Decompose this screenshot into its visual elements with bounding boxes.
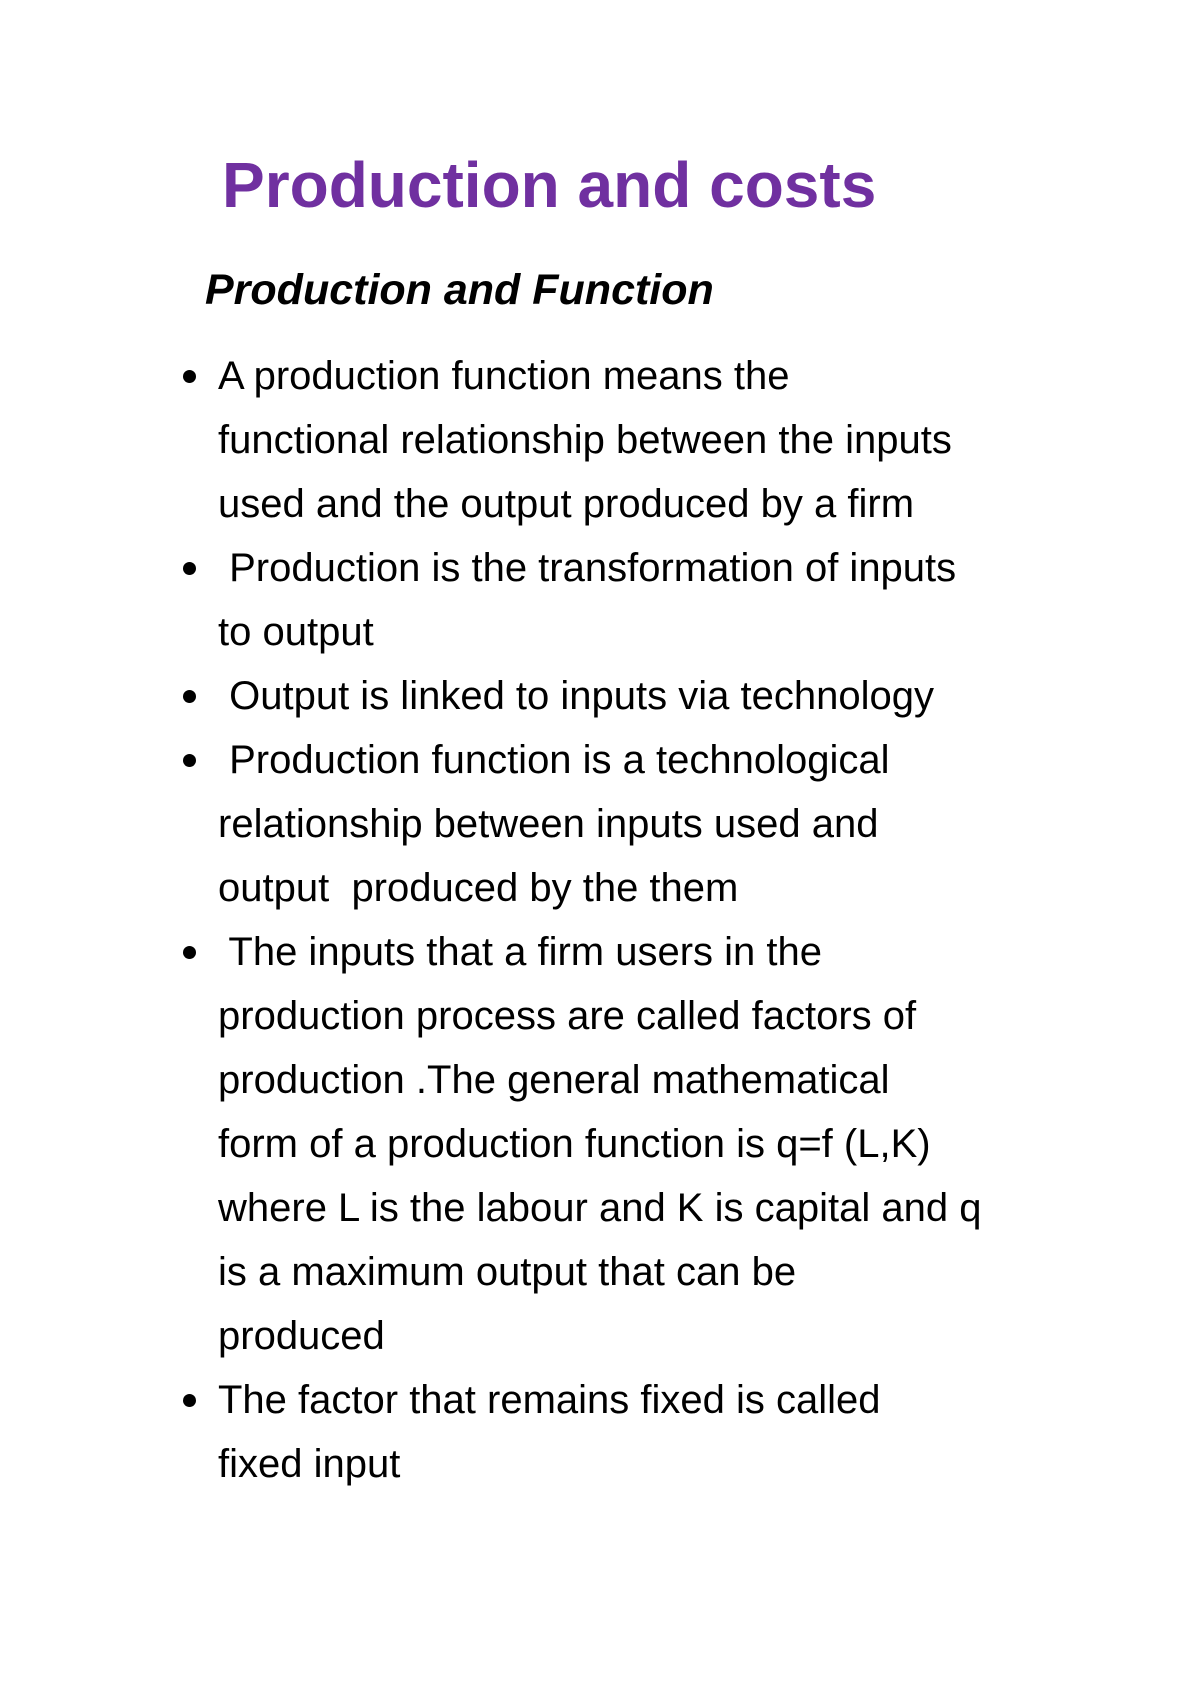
bullet-text-line: where L is the labour and K is capital and q xyxy=(218,1186,982,1230)
bullet-item xyxy=(218,728,1118,920)
bullet-text-line: The inputs that a firm users in the xyxy=(218,930,823,974)
bullet-text-line: relationship between inputs used and xyxy=(218,802,879,846)
bullet-text-line: Production is the transformation of inputs xyxy=(218,546,957,590)
bullet-item xyxy=(218,920,1118,1368)
bullet-text-line: production process are called factors of xyxy=(218,994,917,1038)
page-title: Production and costs xyxy=(222,149,877,221)
bullet-text-line: Production function is a technological xyxy=(218,738,890,782)
bullet-text-line: The factor that remains fixed is called xyxy=(218,1378,881,1422)
section-heading: Production and Function xyxy=(205,266,714,314)
bullet-item xyxy=(218,1368,1118,1496)
bullet-item xyxy=(218,664,1118,728)
bullet-text-line: functional relationship between the inputs xyxy=(218,418,952,462)
bullet-text-line: fixed input xyxy=(218,1442,401,1486)
bullet-point-icon xyxy=(183,370,196,383)
bullet-text-line: Output is linked to inputs via technology xyxy=(218,674,934,718)
bullet-text-line: output produced by the them xyxy=(218,866,739,910)
bullet-point-icon xyxy=(183,754,196,767)
bullet-item xyxy=(218,344,1118,536)
bullet-text-line: produced xyxy=(218,1314,385,1358)
bullet-text-line: used and the output produced by a firm xyxy=(218,482,915,526)
bullet-item xyxy=(218,536,1118,664)
bullet-text-line: is a maximum output that can be xyxy=(218,1250,797,1294)
bullet-text-line: A production function means the xyxy=(218,354,790,398)
bullet-point-icon xyxy=(183,562,196,575)
bullet-text-line: form of a production function is q=f (L,K) xyxy=(218,1122,931,1166)
bullet-point-icon xyxy=(183,690,196,703)
bullet-list xyxy=(218,344,1118,1496)
bullet-point-icon xyxy=(183,946,196,959)
bullet-text-line: to output xyxy=(218,610,374,654)
bullet-point-icon xyxy=(183,1394,196,1407)
bullet-text-line: production .The general mathematical xyxy=(218,1058,890,1102)
